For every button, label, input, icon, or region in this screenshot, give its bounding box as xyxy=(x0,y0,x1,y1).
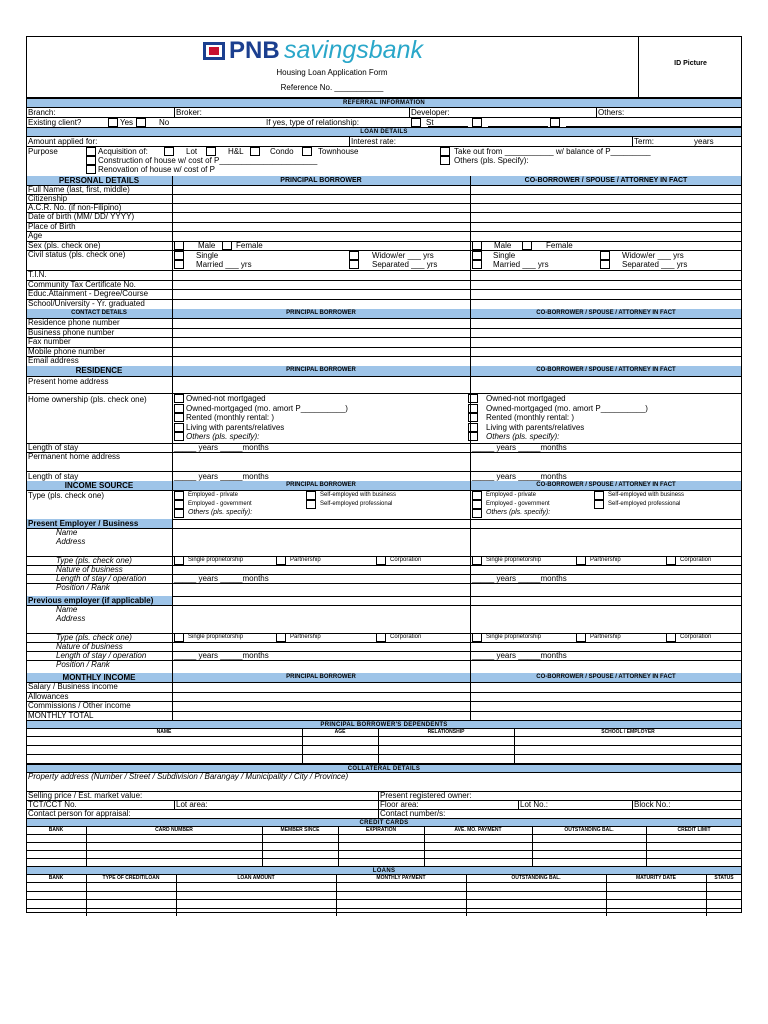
tct-label: TCT/CCT No. xyxy=(28,800,77,809)
monthly-coborrower-header: CO-BORROWER / SPOUSE / ATTORNEY IN FACT xyxy=(470,673,742,682)
table-row[interactable] xyxy=(26,754,742,763)
condo-label: Condo xyxy=(270,147,294,156)
home-ownership-label: Home ownership (pls. check one) xyxy=(28,395,147,404)
cb-employer-stay-value[interactable]: _____ years _____months xyxy=(472,651,567,660)
table-column-header: AVE. MO. PAYMENT xyxy=(454,827,502,833)
income-type-label: Type (pls. check one) xyxy=(28,491,105,500)
pb-widow-checkbox[interactable] xyxy=(349,251,359,260)
contact-field-label: Residence phone number xyxy=(28,318,120,327)
cb-income-type-checkbox[interactable] xyxy=(472,500,482,509)
table-column-header: OUTSTANDING BAL. xyxy=(511,875,561,881)
cb-separated-checkbox[interactable] xyxy=(600,260,610,269)
contact-field-label: Business phone number xyxy=(28,327,115,337)
cb-income-type-checkbox[interactable] xyxy=(472,509,482,518)
personal-coborrower-header: CO-BORROWER / SPOUSE / ATTORNEY IN FACT xyxy=(470,176,742,185)
renovation-checkbox[interactable] xyxy=(86,165,96,174)
pb-stay2-value[interactable]: _____ years _____months xyxy=(174,472,269,481)
cb-income-type-checkbox[interactable] xyxy=(594,500,604,509)
pb-ownership-option: Owned-not mortgaged xyxy=(186,394,266,403)
pb-widow-label: Widow/er ___ yrs xyxy=(372,251,434,260)
cb-female-label: Female xyxy=(546,241,573,250)
pb-business-type-checkbox[interactable] xyxy=(174,556,184,565)
monthly-field-label: Allowances xyxy=(28,691,69,701)
others-label: Others: xyxy=(598,108,625,117)
cb-single-checkbox[interactable] xyxy=(472,251,482,260)
townhouse-checkbox[interactable] xyxy=(302,147,312,156)
renovation-label: Renovation of house w/ cost of P xyxy=(98,165,215,174)
pb-male-label: Male xyxy=(198,241,216,250)
cb-widow-checkbox[interactable] xyxy=(600,251,610,260)
personal-field-label: A.C.R. No. (if non-Filipino) xyxy=(28,203,122,212)
employer-field-label: Type (pls. check one) xyxy=(56,633,132,642)
bank-name-savings: savingsbank xyxy=(284,36,423,64)
registered-owner-label: Present registered owner: xyxy=(380,791,472,800)
cb-male-checkbox[interactable] xyxy=(472,241,482,250)
cb-male-label: Male xyxy=(494,241,512,250)
table-row[interactable] xyxy=(26,834,742,842)
existing-no-checkbox[interactable] xyxy=(136,118,146,127)
table-row[interactable] xyxy=(26,858,742,866)
cb-income-type-checkbox[interactable] xyxy=(472,491,482,500)
cb-income-type-option: Self-employed with business xyxy=(608,492,685,498)
pb-business-type-option: Partnership xyxy=(290,634,321,640)
id-picture-box[interactable]: ID Picture xyxy=(638,36,742,98)
cb-ownership-option: Owned-mortgaged (mo. amort P__________) xyxy=(486,403,648,413)
lot-area-label: Lot area: xyxy=(176,800,208,809)
employer-field-label: Length of stay / operation xyxy=(56,574,147,583)
monthly-field-label: Commissions / Other income xyxy=(28,701,131,710)
form-title: Housing Loan Application Form xyxy=(276,68,388,77)
residence-section: RESIDENCE xyxy=(26,366,172,376)
pb-income-type-option: Self-employed with business xyxy=(320,492,397,498)
existing-yes-checkbox[interactable] xyxy=(108,118,118,127)
table-column-header: LOAN AMOUNT xyxy=(237,875,275,881)
pb-female-checkbox[interactable] xyxy=(222,241,232,250)
pb-married-checkbox[interactable] xyxy=(174,260,184,269)
cb-business-type-option: Single proprietorship xyxy=(486,557,542,563)
developer-label: Developer: xyxy=(411,108,450,117)
loan-others-label: Others (pls. Specify): xyxy=(454,156,529,165)
cb-income-type-option: Employed - private xyxy=(486,492,537,498)
table-row[interactable] xyxy=(26,882,742,891)
existing-yes-label: Yes xyxy=(120,118,134,127)
cb-separated-label: Separated ___ yrs xyxy=(622,260,688,269)
table-row[interactable] xyxy=(26,842,742,850)
selling-price-label: Selling price / Est. market value: xyxy=(28,791,143,800)
contact-field-label: Mobile phone number xyxy=(28,346,106,356)
personal-field-label: Place of Birth xyxy=(28,222,76,231)
monthly-principal-header: PRINCIPAL BORROWER xyxy=(172,673,470,682)
term-label: Term: xyxy=(634,137,654,146)
credit-header: CREDIT CARDS xyxy=(26,818,742,826)
table-column-header: EXPIRATION xyxy=(365,827,397,833)
relationship-label: If yes, type of relationship: xyxy=(266,118,359,127)
pb-income-type-checkbox[interactable] xyxy=(174,500,184,509)
permanent-address-label: Permanent home address xyxy=(28,452,121,461)
contact-field-label: Email address xyxy=(28,356,79,366)
cb-business-type-checkbox[interactable] xyxy=(666,633,676,642)
present-employer-label: Present Employer / Business xyxy=(28,519,139,528)
table-column-header: STATUS xyxy=(714,875,734,881)
present-address-label: Present home address xyxy=(28,377,109,386)
dependents-header: PRINCIPAL BORROWER'S DEPENDENTS xyxy=(26,720,742,728)
acquisition-label: Acquisition of: xyxy=(98,147,148,156)
pb-single-checkbox[interactable] xyxy=(174,251,184,260)
cb-married-checkbox[interactable] xyxy=(472,260,482,269)
cb-business-type-option: Partnership xyxy=(590,634,621,640)
loan-header: LOAN DETAILS xyxy=(26,127,742,136)
personal-field-label: Date of birth (MM/ DD/ YYYY) xyxy=(28,212,135,221)
table-column-header: SCHOOL / EMPLOYER xyxy=(601,729,655,735)
contact-field-label: Fax number xyxy=(28,337,71,347)
employer-field-label: Address xyxy=(56,537,86,546)
pb-separated-label: Separated ___ yrs xyxy=(372,260,438,269)
pb-ownership-checkbox[interactable] xyxy=(174,404,184,413)
contact-section: CONTACT DETAILS xyxy=(26,309,172,318)
loans-header: LOANS xyxy=(26,866,742,874)
cb-income-type-option: Others (pls. specify): xyxy=(486,509,551,516)
table-row[interactable] xyxy=(26,899,742,908)
hl-label: H&L xyxy=(228,147,244,156)
cb-income-type-option: Employed - government xyxy=(486,501,550,507)
cb-business-type-option: Single proprietorship xyxy=(486,634,542,640)
pb-ownership-checkbox[interactable] xyxy=(174,432,184,441)
interest-label: Interest rate: xyxy=(351,137,396,146)
cb-female-checkbox[interactable] xyxy=(522,241,532,250)
pnb-logo-icon xyxy=(202,41,226,61)
floor-area-label: Floor area: xyxy=(380,800,419,809)
pb-business-type-option: Single proprietorship xyxy=(188,634,244,640)
cb-business-type-checkbox[interactable] xyxy=(576,633,586,642)
length-stay2-label: Length of stay xyxy=(28,472,79,481)
table-row[interactable] xyxy=(26,891,742,900)
lot-checkbox[interactable] xyxy=(164,147,174,156)
pb-business-type-checkbox[interactable] xyxy=(276,633,286,642)
contact-coborrower-header: CO-BORROWER / SPOUSE / ATTORNEY IN FACT xyxy=(470,309,742,318)
pb-income-type-checkbox[interactable] xyxy=(174,509,184,518)
personal-field-label: Full Name (last, first, middle) xyxy=(28,185,130,194)
table-column-header: CREDIT LIMIT xyxy=(677,827,711,833)
table-column-header: CARD NUMBER xyxy=(155,827,193,833)
income-coborrower-header: CO-BORROWER / SPOUSE / ATTORNEY IN FACT xyxy=(470,481,742,490)
cb-ownership-option: Rented (monthly rental: ) xyxy=(486,413,575,423)
purpose-label: Purpose xyxy=(28,147,58,156)
personal-field-label: Sex (pls. check one) xyxy=(28,241,101,250)
pb-married-label: Married ___ yrs xyxy=(196,260,252,269)
relationship-st-checkbox[interactable] xyxy=(411,118,421,127)
pb-income-type-checkbox[interactable] xyxy=(306,491,316,500)
pb-ownership-option: Rented (monthly rental: ) xyxy=(186,413,275,423)
cb-income-type-checkbox[interactable] xyxy=(594,491,604,500)
employer-field-label: Position / Rank xyxy=(56,660,110,669)
residence-principal-header: PRINCIPAL BORROWER xyxy=(172,366,470,376)
length-stay-label: Length of stay xyxy=(28,443,79,452)
pb-business-type-option: Partnership xyxy=(290,557,321,563)
pb-employer-stay-value[interactable]: _____ years _____months xyxy=(174,574,269,583)
personal-field-label: T.I.N. xyxy=(28,270,47,279)
cb-business-type-checkbox[interactable] xyxy=(472,556,482,565)
construction-checkbox[interactable] xyxy=(86,156,96,165)
condo-checkbox[interactable] xyxy=(250,147,260,156)
pb-ownership-checkbox[interactable] xyxy=(174,423,184,432)
pb-male-checkbox[interactable] xyxy=(174,241,184,250)
branch-label: Branch: xyxy=(28,108,56,117)
relationship-other2-checkbox[interactable] xyxy=(550,118,560,127)
table-column-header: BANK xyxy=(48,875,64,881)
pb-business-type-checkbox[interactable] xyxy=(276,556,286,565)
pb-income-type-option: Others (pls. specify): xyxy=(188,509,253,516)
pb-income-type-option: Employed - government xyxy=(188,501,252,507)
income-section: INCOME SOURCE xyxy=(26,481,172,490)
table-row[interactable] xyxy=(26,850,742,858)
cb-business-type-option: Corporation xyxy=(680,557,712,563)
pb-business-type-checkbox[interactable] xyxy=(174,633,184,642)
construction-label: Construction of house w/ cost of P______________________ xyxy=(98,156,318,165)
residence-coborrower-header: CO-BORROWER / SPOUSE / ATTORNEY IN FACT xyxy=(470,366,742,376)
existing-no-label: No xyxy=(159,118,170,127)
pb-ownership-checkbox[interactable] xyxy=(174,394,184,403)
broker-label: Broker: xyxy=(176,108,202,117)
table-column-header: TYPE OF CREDIT/LOAN xyxy=(102,875,160,881)
contact-principal-header: PRINCIPAL BORROWER xyxy=(172,309,470,318)
relationship-st-label: St xyxy=(426,118,434,127)
monthly-field-label: MONTHLY TOTAL xyxy=(28,710,94,720)
pb-single-label: Single xyxy=(196,251,219,260)
cb-business-type-checkbox[interactable] xyxy=(472,633,482,642)
pb-female-label: Female xyxy=(236,241,263,250)
cb-widow-label: Widow/er ___ yrs xyxy=(622,251,684,260)
table-column-header: RELATIONSHIP xyxy=(427,729,465,735)
personal-field-label: Community Tax Certificate No. xyxy=(28,280,136,289)
pb-income-type-checkbox[interactable] xyxy=(306,500,316,509)
cb-ownership-option: Living with parents/relatives xyxy=(486,422,585,432)
table-column-header: AGE xyxy=(334,729,346,735)
employer-field-label: Name xyxy=(56,528,78,537)
loan-others-checkbox[interactable] xyxy=(440,156,450,165)
block-no-label: Block No.: xyxy=(634,800,671,809)
pb-business-type-option: Corporation xyxy=(390,557,422,563)
cb-business-type-option: Corporation xyxy=(680,634,712,640)
pb-business-type-option: Corporation xyxy=(390,634,422,640)
table-column-header: NAME xyxy=(156,729,172,735)
pb-income-type-checkbox[interactable] xyxy=(174,491,184,500)
cb-business-type-checkbox[interactable] xyxy=(576,556,586,565)
property-address-label: Property address (Number / Street / Subdivision / Barangay / Municipality / City / Province) xyxy=(28,772,349,781)
income-principal-header: PRINCIPAL BORROWER xyxy=(172,481,470,490)
purpose-acquisition-checkbox[interactable] xyxy=(86,147,96,156)
employer-field-label: Length of stay / operation xyxy=(56,651,147,660)
takeout-checkbox[interactable] xyxy=(440,147,450,156)
bank-name-pnb: PNB xyxy=(229,37,280,64)
pb-business-type-option: Single proprietorship xyxy=(188,557,244,563)
pb-ownership-checkbox[interactable] xyxy=(174,413,184,422)
employer-field-label: Nature of business xyxy=(56,565,123,574)
takeout-label: Take out from ___________ w/ balance of P_________ xyxy=(454,147,651,156)
personal-field-label: Civil status (pls. check one) xyxy=(28,250,126,259)
table-row[interactable] xyxy=(26,736,742,745)
lot-label: Lot xyxy=(186,147,198,156)
relationship-other-checkbox[interactable] xyxy=(472,118,482,127)
pb-stay-value[interactable]: _____ years _____months xyxy=(174,443,269,452)
employer-field-label: Type (pls. check one) xyxy=(56,556,132,565)
contact-appraisal-label: Contact person for appraisal: xyxy=(28,809,131,818)
cb-single-label: Single xyxy=(493,251,516,260)
pb-separated-checkbox[interactable] xyxy=(349,260,359,269)
cb-business-type-checkbox[interactable] xyxy=(666,556,676,565)
table-column-header: MONTHLY PAYMENT xyxy=(376,875,426,881)
term-years-label: years xyxy=(694,137,714,146)
cb-employer-stay-value[interactable]: _____ years _____months xyxy=(472,574,567,583)
employer-field-label: Name xyxy=(56,605,78,614)
reference-no: Reference No. ___________ xyxy=(280,83,384,92)
employer-field-label: Address xyxy=(56,614,86,623)
cb-ownership-option: Others (pls. specify): xyxy=(486,432,560,442)
employer-field-label: Nature of business xyxy=(56,642,123,651)
hl-checkbox[interactable] xyxy=(206,147,216,156)
cb-married-label: Married ___ yrs xyxy=(493,260,549,269)
previous-employer-label: Previous employer (if applicable) xyxy=(28,596,154,605)
pb-income-type-option: Employed - private xyxy=(188,492,239,498)
townhouse-label: Townhouse xyxy=(318,147,359,156)
cb-income-type-option: Self-employed professional xyxy=(608,501,681,507)
pb-ownership-option: Others (pls. specify): xyxy=(186,432,260,442)
cb-ownership-option: Owned-not mortgaged xyxy=(486,394,566,403)
table-column-header: MATURITY DATE xyxy=(636,875,676,881)
collateral-header: COLLATERAL DETAILS xyxy=(26,764,742,772)
table-row[interactable] xyxy=(26,745,742,754)
contact-number-label: Contact number/s: xyxy=(380,809,446,818)
pb-ownership-option: Living with parents/relatives xyxy=(186,422,285,432)
cb-stay-value[interactable]: _____ years _____months xyxy=(472,443,567,452)
table-column-header: OUTSTANDING BAL. xyxy=(564,827,614,833)
cb-stay2-value[interactable]: _____ years _____months xyxy=(472,472,567,481)
pb-ownership-option: Owned-mortgaged (mo. amort P__________) xyxy=(186,403,348,413)
personal-field-label: School/University - Yr. graduated xyxy=(28,299,145,308)
referral-header: REFERRAL INFORMATION xyxy=(26,98,742,107)
lot-no-label: Lot No.: xyxy=(520,800,549,809)
monthly-section: MONTHLY INCOME xyxy=(26,673,172,682)
pb-business-type-checkbox[interactable] xyxy=(376,633,386,642)
table-column-header: BANK xyxy=(48,827,64,833)
personal-principal-header: PRINCIPAL BORROWER xyxy=(172,176,470,185)
pb-employer-stay-value[interactable]: _____ years _____months xyxy=(174,651,269,660)
monthly-field-label: Salary / Business income xyxy=(28,682,118,691)
personal-field-label: Citizenship xyxy=(28,194,68,203)
pb-business-type-checkbox[interactable] xyxy=(376,556,386,565)
existing-client-label: Existing client? xyxy=(28,118,82,127)
amount-label: Amount applied for: xyxy=(28,137,98,146)
employer-field-label: Position / Rank xyxy=(56,583,110,592)
cb-business-type-option: Partnership xyxy=(590,557,621,563)
table-column-header: MEMBER SINCE xyxy=(280,827,320,833)
personal-section: PERSONAL DETAILS xyxy=(26,176,172,185)
personal-field-label: Age xyxy=(28,231,43,240)
pb-income-type-option: Self-employed professional xyxy=(320,501,393,507)
personal-field-label: Educ.Attainment - Degree/Course xyxy=(28,289,149,298)
